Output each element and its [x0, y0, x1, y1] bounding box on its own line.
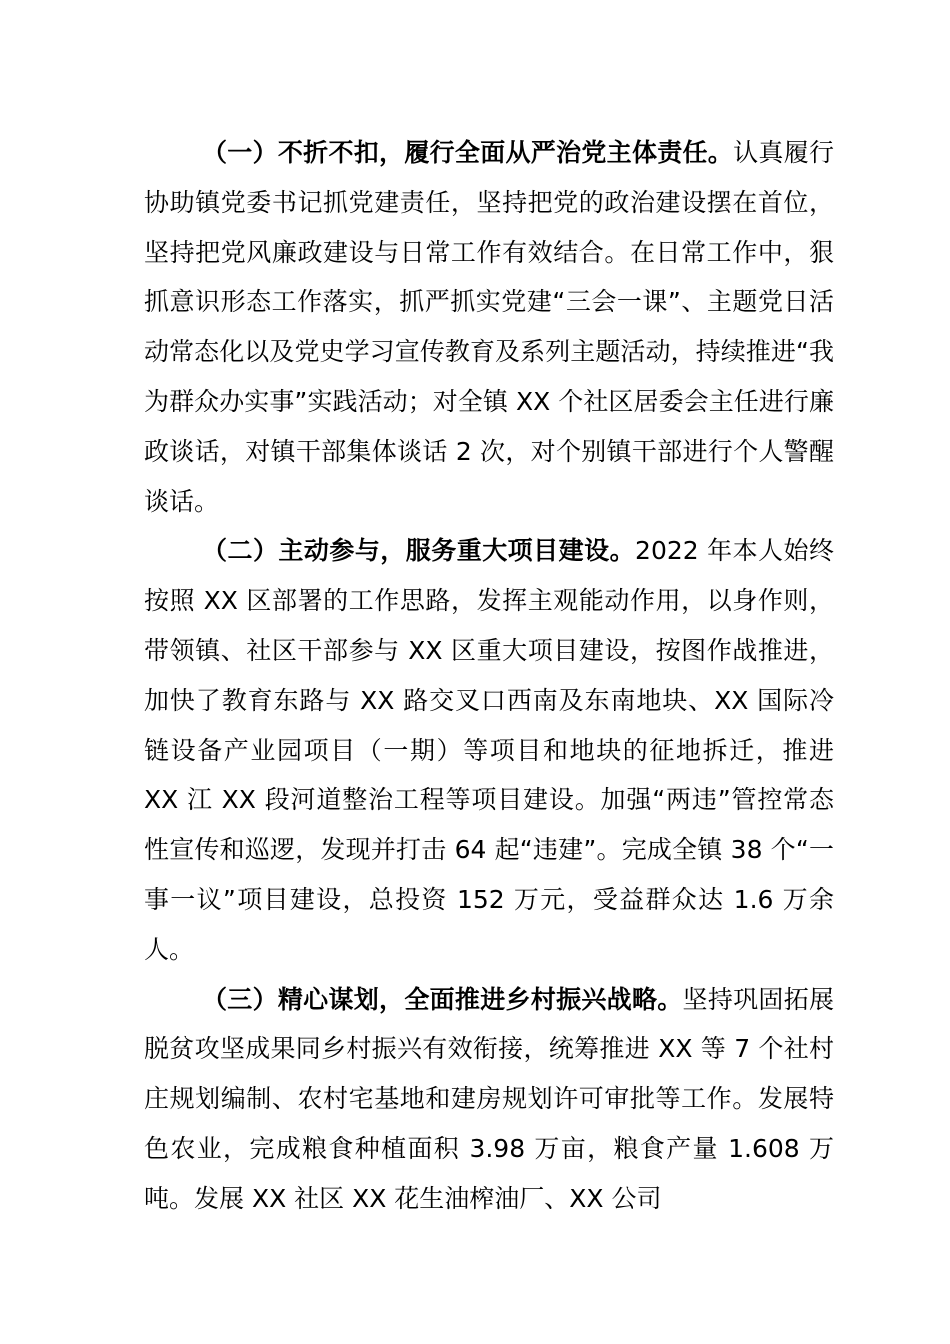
document-body [144, 128, 834, 1224]
paragraph-2-body: 2022 年本人始终按照 XX 区部署的工作思路，发挥主观能动作用，以身作则，带领镇、社区干部参与 XX 区重大项目建设，按图作战推进，加快了教育东路与 XX 路交叉口西南及东南地块、XX 国际冷链设备产业园项目（一期）等项目和地块的征地拆迁，推进 XX 江 XX 段河道整治工程等项目建设。加强“两违”管控常态性宣传和巡逻，发现并打击 64 起“违建”。完成全镇 38 个“一事一议”项目建设，总投资 152 万元，受益群众达 1.6 万余人。 [144, 536, 834, 964]
paragraph-2 [144, 526, 834, 974]
paragraph-2-heading: （二）主动参与，服务重大项目建设。 [202, 536, 636, 566]
paragraph-3-heading: （三）精心谋划，全面推进乡村振兴战略。 [202, 984, 683, 1014]
paragraph-3-body: 坚持巩固拓展脱贫攻坚成果同乡村振兴有效衔接，统筹推进 XX 等 7 个社村庄规划编制、农村宅基地和建房规划许可审批等工作。发展特色农业，完成粮食种植面积 3.98 万亩，粮食产量 1.608 万吨。发展 XX 社区 XX 花生油榨油厂、XX 公司 [144, 984, 834, 1213]
paragraph-3 [144, 975, 834, 1224]
paragraph-1 [144, 128, 834, 526]
paragraph-1-heading: （一）不折不扣，履行全面从严治党主体责任。 [202, 138, 734, 167]
paragraph-1-body: 认真履行协助镇党委书记抓党建责任，坚持把党的政治建设摆在首位，坚持把党风廉政建设与日常工作有效结合。在日常工作中，狠抓意识形态工作落实，抓严抓实党建“三会一课”、主题党日活动常态化以及党史学习宣传教育及系列主题活动，持续推进“我为群众办实事”实践活动；对全镇 XX 个社区居委会主任进行廉政谈话，对镇干部集体谈话 2 次，对个别镇干部进行个人警醒谈话。 [144, 138, 834, 516]
